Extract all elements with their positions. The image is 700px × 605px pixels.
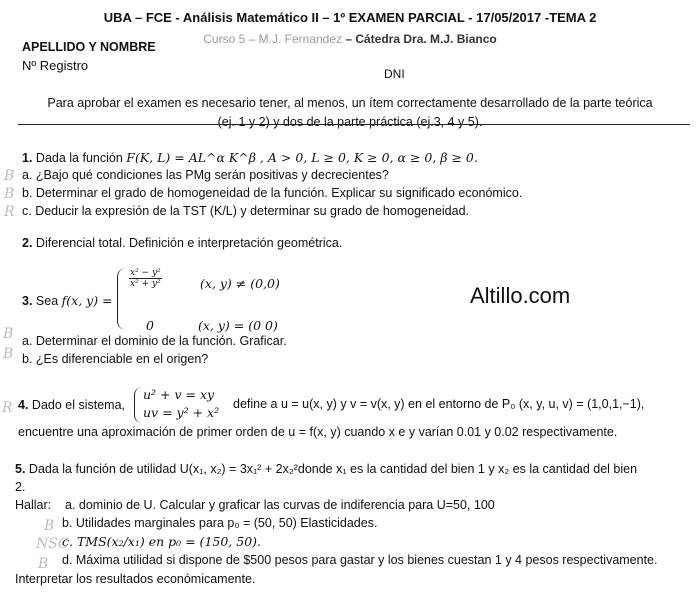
q3-statement [22, 293, 113, 308]
registro-label: Nº Registro [22, 58, 89, 73]
q4-line-2: encuentre una aproximación de primer orden de u = f(x, y) cuando x e y varían 0.01 y 0.02 respectivamente. [18, 425, 618, 439]
intro-line-2: (ej. 1 y 2) y dos de la parte práctica (ej.3, 4 y 5). [217, 115, 483, 129]
q4-text-2: define a u = u(x, y) y v = v(x, y) en el entorno de P₀ (x, y, u, v) = (1,0,1,−1), [233, 397, 645, 411]
q1-item-a: a. ¿Bajo qué condiciones las PMg serán positivas y decrecientes? [22, 168, 389, 182]
margin-mark: NSC [36, 536, 69, 552]
q5-text: Dada la función de utilidad U(x₁, x₂) = 3x₁² + 2x₂²donde x₁ es la cantidad del bien 1 y x₂ es la cantidad del bien [28, 462, 638, 476]
q3-item-a: a. Determinar el dominio de la función. Graficar. [22, 334, 287, 348]
course-prefix: Curso 5 – M.J. Fernandez [203, 32, 342, 46]
q4-statement [18, 398, 125, 412]
q5-item-b: b. Utilidades marginales para p₀ = (50, 50) Elasticidades. [62, 516, 378, 530]
q4-number: 4. [18, 398, 29, 412]
q5-item-d: d. Máxima utilidad si dispone de $500 pesos para gastar y los bienes cuestan 1 y 4 pesos respectivamente. [62, 553, 658, 567]
margin-mark: R [2, 400, 13, 416]
q3-condition-1: (x, y) ≠ (0,0) [200, 276, 280, 291]
q4-eq-2: uv = y² + x² [143, 405, 220, 420]
q4-text: Dado el sistema, [31, 398, 126, 412]
q1-number: 1. [22, 151, 33, 165]
q4-eq-1: u² + v = xy [143, 387, 215, 402]
q5-item-c: c. TMS(x₂/x₁) en p₀ = (150, 50). [62, 534, 261, 549]
q1-text: Dada la función [35, 151, 127, 165]
q3-condition-2: (x, y) = (0 0) [198, 318, 278, 333]
q3-number: 3. [22, 294, 33, 308]
exam-title: UBA – FCE - Análisis Matemático II – 1º EXAMEN PARCIAL - 17/05/2017 -TEMA 2 [103, 10, 597, 25]
q1-formula: F(K, L) = AL^α K^β , A > 0, L ≥ 0, K ≥ 0, α ≥ 0, β ≥ 0. [126, 150, 478, 165]
q1-item-c: c. Deducir la expresión de la TST (K/L) y determinar su grado de homogeneidad. [22, 204, 470, 218]
q3-item-b: b. ¿Es diferenciable en el origen? [22, 352, 209, 366]
q3-frac-den: x² + y² [130, 279, 161, 289]
margin-mark: B [4, 168, 15, 184]
margin-mark: B [44, 518, 55, 534]
q5-item-a: a. dominio de U. Calcular y graficar las curvas de indiferencia para U=50, 100 [65, 498, 495, 512]
q3-cases-brace [117, 268, 128, 330]
q5-hallar: Hallar: [15, 498, 52, 512]
q3-value-zero: 0 [146, 318, 154, 333]
course-suffix: – Cátedra Dra. M.J. Bianco [342, 32, 497, 46]
q3-text: Sea [35, 294, 62, 308]
apellido-label: APELLIDO Y NOMBRE [22, 40, 156, 54]
intro-line-1: Para aprobar el examen es necesario tener, al menos, un ítem correctamente desarrollado de la parte teórica [47, 96, 653, 110]
margin-mark: B [3, 346, 14, 362]
q5-text-cont: 2. [15, 480, 26, 494]
q5-statement [15, 462, 637, 476]
q3-frac-num: x² − y² [130, 268, 161, 278]
divider-rule [18, 124, 690, 125]
altillo-watermark: Altillo.com [470, 283, 571, 308]
margin-mark: R [4, 204, 15, 220]
q1-statement [22, 150, 478, 165]
q2-text: Diferencial total. Definición e interpretación geométrica. [35, 236, 343, 250]
q3-function: f(x, y) = [61, 293, 113, 308]
margin-mark: B [3, 326, 14, 342]
q5-number: 5. [15, 462, 26, 476]
margin-mark: B [38, 556, 49, 572]
q3-fraction [129, 268, 162, 289]
dni-label: DNI [384, 67, 405, 81]
margin-mark: B [4, 186, 15, 202]
q4-system-brace [134, 387, 143, 423]
q5-final: Interpretar los resultados económicamente. [15, 572, 256, 586]
q1-item-b: b. Determinar el grado de homogeneidad de la función. Explicar su significado económico. [22, 186, 523, 200]
q2-statement [22, 236, 342, 250]
q2-number: 2. [22, 236, 33, 250]
